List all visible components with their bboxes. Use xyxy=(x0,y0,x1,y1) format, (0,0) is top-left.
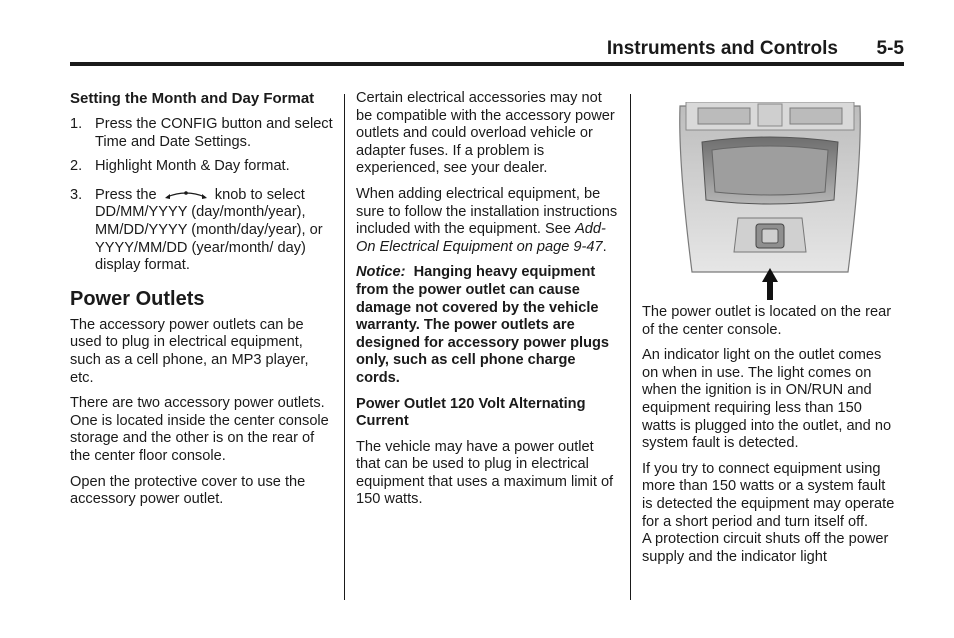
list-item: 3. Press the knob to select DD/MM/YYYY (day/month/year), MM/DD/YYYY (month/day/year), or YYYY/MM/DD (year/month/ day) display format. xyxy=(70,186,323,274)
column-1 xyxy=(70,90,334,517)
section-title-power-outlets: Power Outlets xyxy=(70,287,205,310)
header-rule xyxy=(70,62,904,66)
notice-label: Notice: xyxy=(356,264,406,281)
list-item: 1. Press the CONFIG button and select Time and Date Settings. xyxy=(70,116,333,150)
column-divider xyxy=(630,94,631,600)
section-heading-month-day: Setting the Month and Day Format xyxy=(70,90,315,107)
paragraph: A protection circuit shuts off the power supply and the indicator light xyxy=(642,531,889,565)
list-item: 2. Highlight Month & Day format. xyxy=(70,158,290,175)
knob-icon xyxy=(163,190,209,200)
paragraph: The vehicle may have a power outlet that can be used to plug in electrical equipment that uses a maximum limit of 150 watts. xyxy=(356,438,614,508)
paragraph: Certain electrical accessories may not be compatible with the accessory power outlets and could overload vehicle or adapter fuses. If a problem is experienced, see your dealer. xyxy=(356,90,615,177)
notice xyxy=(356,264,620,387)
paragraph: An indicator light on the outlet comes on when in use. The light comes on when the ignition is in ON/RUN and equipment requiring less than 150 watts is plugged into the outlet, and no system fault is detected. xyxy=(642,347,892,452)
column-3 xyxy=(642,304,898,574)
paragraph: When adding electrical equipment, be sure to follow the installation instructions included with the equipment. See Add-On Electrical Equipment on page 9-47. xyxy=(356,185,618,255)
steps-list xyxy=(70,116,334,275)
column-divider xyxy=(344,94,345,600)
page-title: Instruments and Controls xyxy=(606,38,838,59)
subheading-120v: Power Outlet 120 Volt Alternating Current xyxy=(356,395,586,430)
page-number: 5-5 xyxy=(876,38,904,59)
paragraph: The accessory power outlets can be used to plug in electrical equipment, such as a cell phone, an MP3 player, etc. xyxy=(70,316,309,386)
cross-reference-link[interactable]: Add-On Electrical Equipment on page 9-47 xyxy=(356,221,606,255)
column-2 xyxy=(356,90,620,517)
notice-text: Hanging heavy equipment from the power outlet can cause damage not covered by the vehicle warranty. The power outlets are designed for accessory power plugs only, such as cell phone charge cords. xyxy=(356,264,610,386)
center-console-illustration xyxy=(672,102,868,302)
paragraph: There are two accessory power outlets. One is located inside the center console storage and the other is on the rear of the center floor console. xyxy=(70,395,329,464)
page-header xyxy=(70,38,904,64)
paragraph: If you try to connect equipment using more than 150 watts or a system fault is detected the equipment may operate for a short period and turn itself off. xyxy=(642,460,895,530)
paragraph: The power outlet is located on the rear of the center console. xyxy=(642,304,892,338)
paragraph: Open the protective cover to use the accessory power outlet. xyxy=(70,473,306,508)
